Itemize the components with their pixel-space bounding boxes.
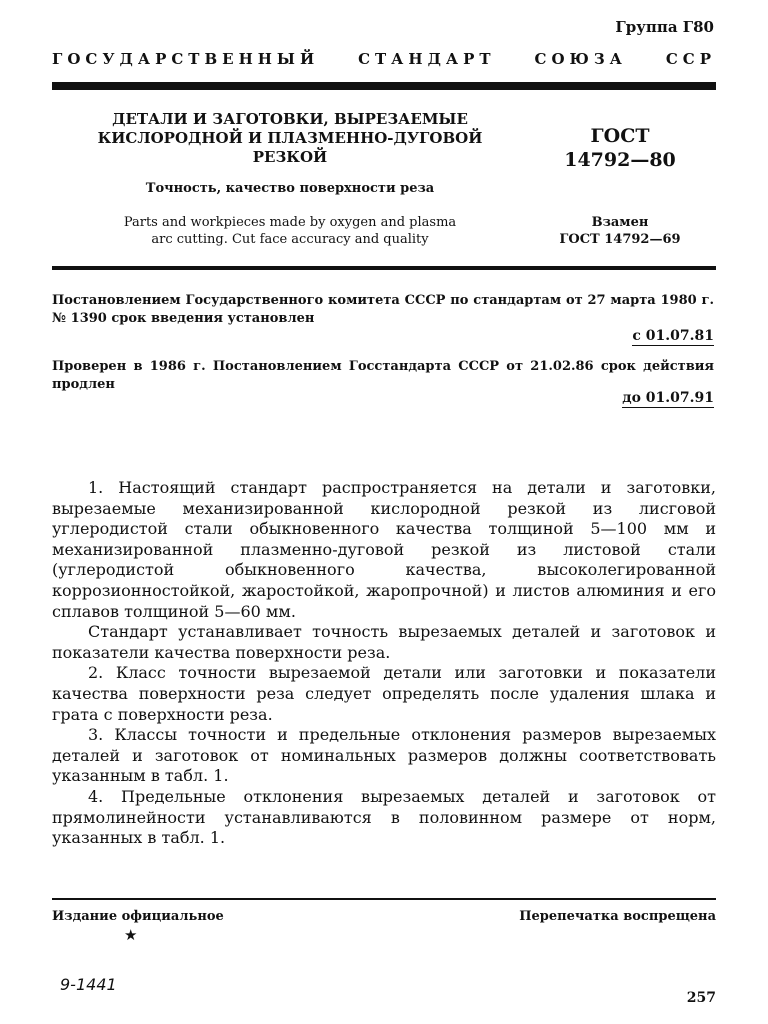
title-line: РЕЗКОЙ <box>252 148 328 166</box>
decree-text: Постановлением Государственного комитета СССР по стандартам от 27 марта 1980 г. № 1390 срок введения установлен <box>52 293 714 326</box>
english-title-line: arc cutting. Cut face accuracy and quality <box>151 232 429 247</box>
footer-rule <box>52 898 716 900</box>
banner-word: СТАНДАРТ <box>358 50 496 68</box>
group-code: Группа Г80 <box>615 18 714 36</box>
title-line: ДЕТАЛИ И ЗАГОТОВКИ, ВЫРЕЗАЕМЫЕ <box>112 110 468 128</box>
effective-date: с 01.07.81 <box>632 328 714 344</box>
body-paragraph: 2. Класс точности вырезаемой детали или заготовки и показатели качества поверхности реза следует определять после удаления шлака и грата с поверхности реза. <box>52 663 716 724</box>
document-subtitle: Точность, качество поверхности реза <box>145 181 435 196</box>
revision-text: Проверен в 1986 г. Постановлением Госстандарта СССР от 21.02.86 срок действия продлен <box>52 359 714 392</box>
banner-word: ГОСУДАРСТВЕННЫЙ <box>52 50 320 68</box>
body-paragraph: 1. Настоящий стандарт распространяется на детали и заготовки, вырезаемые механизированной кислородной резкой из лисговой углеродистой стали обыкновенного качества толщиной 5—100 мм и механизированной плазменно-дуговой резкой из листовой стали (углеродистой обыкновенного качества, высоколегированной коррозионностойкой, жаростойкой, жаропрочной) и листов алюминия и его сплавов толщиной 5—60 мм. <box>52 478 716 621</box>
english-title <box>80 214 500 248</box>
page-number: 257 <box>686 990 716 1006</box>
replaces-block <box>520 214 720 248</box>
banner-word: ССР <box>665 50 716 68</box>
reprint-prohibited-label: Перепечатка воспрещена <box>519 909 716 924</box>
state-standard-banner <box>52 50 716 68</box>
gost-label: ГОСТ <box>590 125 650 147</box>
replaces-number: ГОСТ 14792—69 <box>559 232 681 247</box>
gost-number-block <box>520 124 720 172</box>
handwritten-number: 9-1441 <box>60 975 117 994</box>
main-body <box>52 478 716 849</box>
body-paragraph: 3. Классы точности и предельные отклонения размеров вырезаемых деталей и заготовок от номинальных размеров должны соответствовать указанным в табл. 1. <box>52 725 716 786</box>
banner-word: СОЮЗА <box>534 50 627 68</box>
title-line: КИСЛОРОДНОЙ И ПЛАЗМЕННО-ДУГОВОЙ <box>97 129 483 147</box>
title-rule <box>52 266 716 270</box>
header-rule <box>52 82 716 90</box>
body-paragraph: Стандарт устанавливает точность вырезаемых деталей и заготовок и показатели качества поверхности реза. <box>52 622 716 662</box>
star-icon: ★ <box>124 926 138 944</box>
official-edition-label: Издание официальное <box>52 909 224 924</box>
gost-number: 14792—80 <box>564 149 676 171</box>
document-title <box>80 110 500 167</box>
replaces-label: Взамен <box>591 215 649 230</box>
extension-date: до 01.07.91 <box>622 390 714 406</box>
english-title-line: Parts and workpieces made by oxygen and plasma <box>123 215 457 230</box>
body-paragraph: 4. Предельные отклонения вырезаемых деталей и заготовок от прямолинейности устанавливаются в половинном размере от норм, указанных в табл. 1. <box>52 786 716 848</box>
